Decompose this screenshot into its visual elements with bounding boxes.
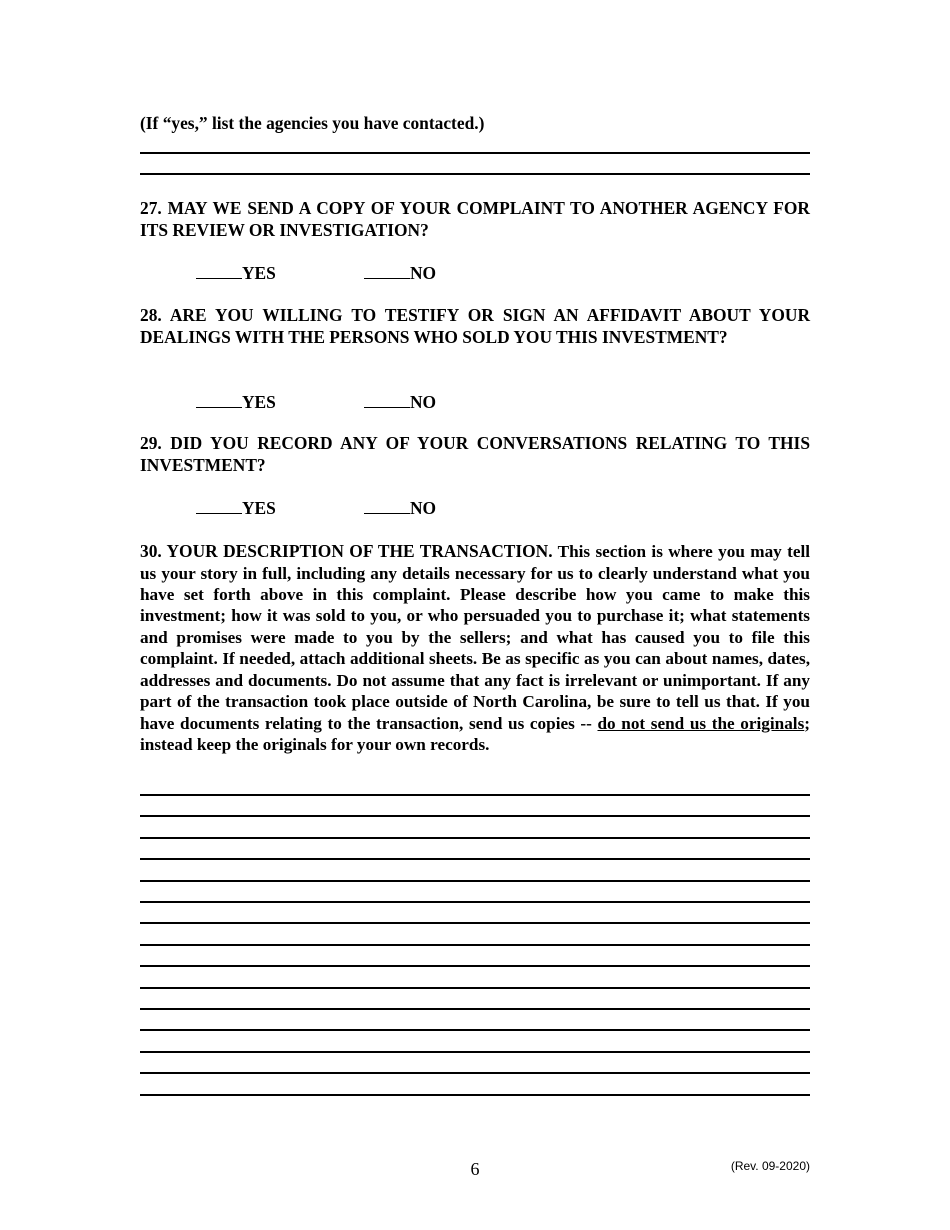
q29-yes-option[interactable]: YES: [196, 497, 276, 519]
description-line[interactable]: [140, 901, 810, 903]
agencies-note: (If “yes,” list the agencies you have contacted.): [140, 113, 485, 133]
revision-label: (Rev. 09-2020): [730, 1159, 810, 1173]
description-line[interactable]: [140, 944, 810, 946]
q28-no-blank[interactable]: [364, 391, 410, 408]
description-line[interactable]: [140, 1072, 810, 1074]
q30-heading: 30. YOUR DESCRIPTION OF THE TRANSACTION.: [140, 541, 553, 561]
description-line[interactable]: [140, 1051, 810, 1053]
q27-no-blank[interactable]: [364, 262, 410, 279]
q28-yes-blank[interactable]: [196, 391, 242, 408]
description-line[interactable]: [140, 922, 810, 924]
q29-yes-blank[interactable]: [196, 497, 242, 514]
page-number: 6: [470, 1159, 480, 1179]
question-29: 29. DID YOU RECORD ANY OF YOUR CONVERSATIONS RELATING TO THIS INVESTMENT?: [140, 433, 810, 475]
description-line[interactable]: [140, 880, 810, 882]
q29-no-blank[interactable]: [364, 497, 410, 514]
q30-tail: ; instead keep the originals for your own records.: [140, 713, 810, 755]
question-27: 27. MAY WE SEND A COPY OF YOUR COMPLAINT TO ANOTHER AGENCY FOR ITS REVIEW OR INVESTIGATION?: [140, 198, 810, 240]
question-30: [140, 541, 810, 756]
q30-body: This section is where you may tell us your story in full, including any details necessary for us to clearly understand what you have set forth above in this complaint. Please describe how you came to make this investment; how it was sold to you, or who persuaded you to purchase it; what statements and promises were made to you by the sellers; and what has caused you to file this complaint. If needed, attach additional sheets. Be as specific as you can about names, dates, addresses and documents. Do not assume that any fact is irrelevant or unimportant. If any part of the transaction took place outside of North Carolina, be sure to tell us that. If you have documents relating to the transaction, send us copies --: [140, 542, 811, 733]
description-line[interactable]: [140, 965, 810, 967]
description-line[interactable]: [140, 858, 810, 860]
description-line[interactable]: [140, 794, 810, 796]
description-line[interactable]: [140, 1008, 810, 1010]
q28-yes-option[interactable]: YES: [196, 391, 276, 413]
description-line[interactable]: [140, 987, 810, 989]
q27-no-option[interactable]: NO: [364, 262, 436, 284]
q29-no-option[interactable]: NO: [364, 497, 436, 519]
answer-line[interactable]: [140, 173, 810, 175]
description-line[interactable]: [140, 837, 810, 839]
answer-line[interactable]: [140, 152, 810, 154]
q30-originals-warning: do not send us the originals: [597, 713, 805, 733]
description-line[interactable]: [140, 1094, 810, 1096]
q27-yes-blank[interactable]: [196, 262, 242, 279]
question-28: 28. ARE YOU WILLING TO TESTIFY OR SIGN AN AFFIDAVIT ABOUT YOUR DEALINGS WITH THE PERSONS WHO SOLD YOU THIS INVESTMENT?: [140, 305, 810, 347]
description-line[interactable]: [140, 1029, 810, 1031]
description-line[interactable]: [140, 815, 810, 817]
q28-no-option[interactable]: NO: [364, 391, 436, 413]
q27-yes-option[interactable]: YES: [196, 262, 276, 284]
